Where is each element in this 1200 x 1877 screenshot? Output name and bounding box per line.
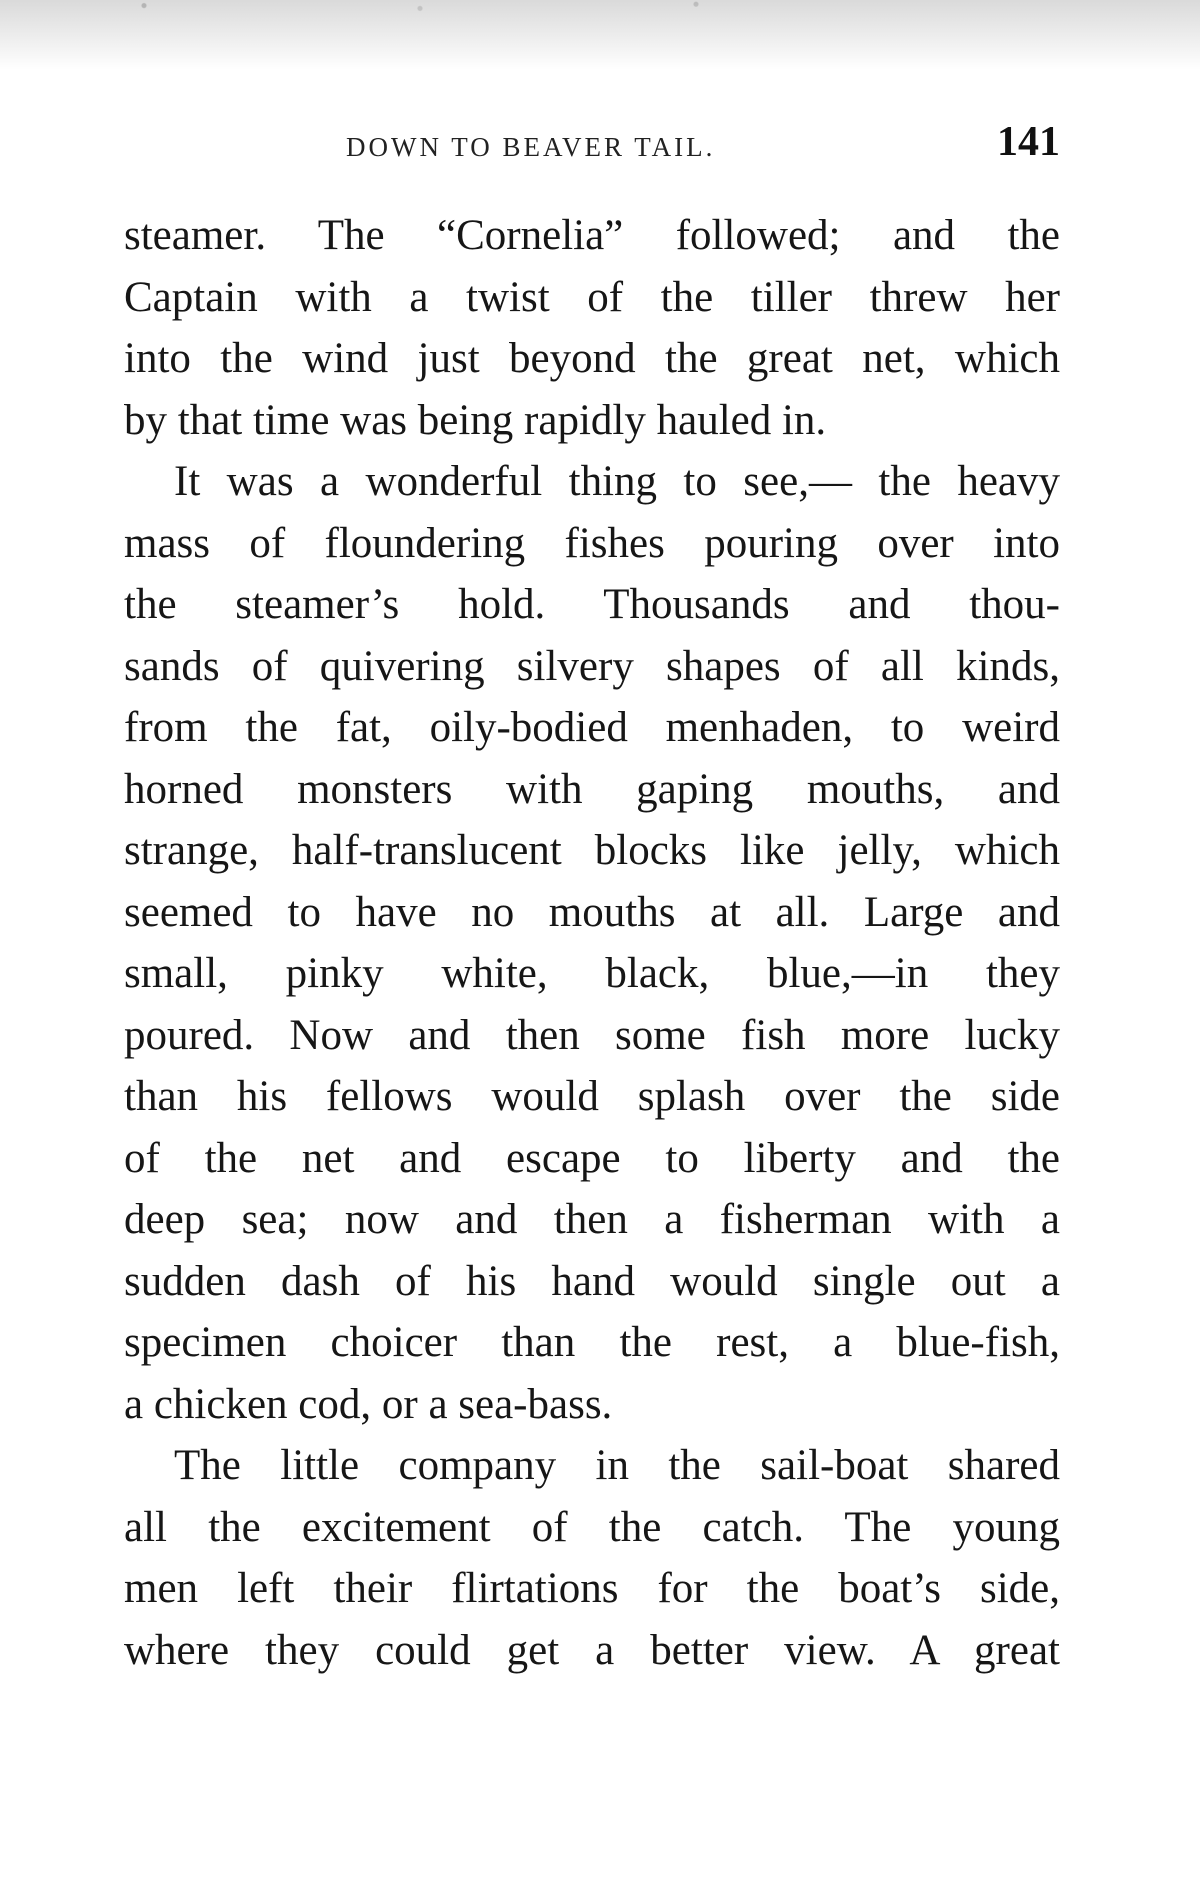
text-line: sands of quivering silvery shapes of all kinds, [124, 642, 1060, 690]
text-line: into the wind just beyond the great net, which [124, 335, 1060, 382]
running-head: DOWN TO BEAVER TAIL. [346, 132, 716, 162]
text-line: by that time was being rapidly hauled in. [124, 396, 827, 444]
paragraph-1 [124, 205, 1060, 451]
text-line: the steamer’s hold. Thousands and thou- [124, 581, 1060, 628]
text-line: from the fat, oily-bodied menhaden, to weird [124, 704, 1060, 751]
text-line: steamer. The “Cornelia” followed; and the [124, 212, 1060, 259]
text-line: mass of floundering fishes pouring over into [124, 519, 1060, 567]
text-line: It was a wonderful thing to see,— the heavy [174, 458, 1060, 505]
page-header [124, 118, 1060, 168]
text-line: The little company in the sail-boat shared [174, 1442, 1060, 1489]
text-line: strange, half-translucent blocks like jelly, which [124, 827, 1060, 874]
text-line: horned monsters with gaping mouths, and [124, 765, 1060, 813]
text-line: seemed to have no mouths at all. Large and [124, 888, 1060, 936]
text-line: small, pinky white, black, blue,—in they [124, 950, 1060, 997]
text-line: of the net and escape to liberty and the [124, 1134, 1060, 1182]
paragraph-2 [124, 451, 1060, 1435]
text-line: where they could get a better view. A great [124, 1626, 1060, 1674]
text-line: men left their flirtations for the boat’s side, [124, 1565, 1060, 1612]
text-line: deep sea; now and then a fisherman with a [124, 1196, 1060, 1243]
text-line: poured. Now and then some fish more lucky [124, 1011, 1060, 1059]
text-line: a chicken cod, or a sea-bass. [124, 1380, 613, 1428]
page-number: 141 [997, 119, 1060, 165]
text-line: sudden dash of his hand would single out a [124, 1257, 1060, 1305]
text-line: than his fellows would splash over the side [124, 1073, 1060, 1120]
text-line: all the excitement of the catch. The young [124, 1503, 1060, 1551]
scan-edge-noise [0, 0, 1200, 70]
body-text [124, 205, 1060, 1681]
text-line: Captain with a twist of the tiller threw her [124, 273, 1060, 321]
paragraph-3 [124, 1435, 1060, 1681]
text-line: specimen choicer than the rest, a blue-fish, [124, 1319, 1060, 1366]
